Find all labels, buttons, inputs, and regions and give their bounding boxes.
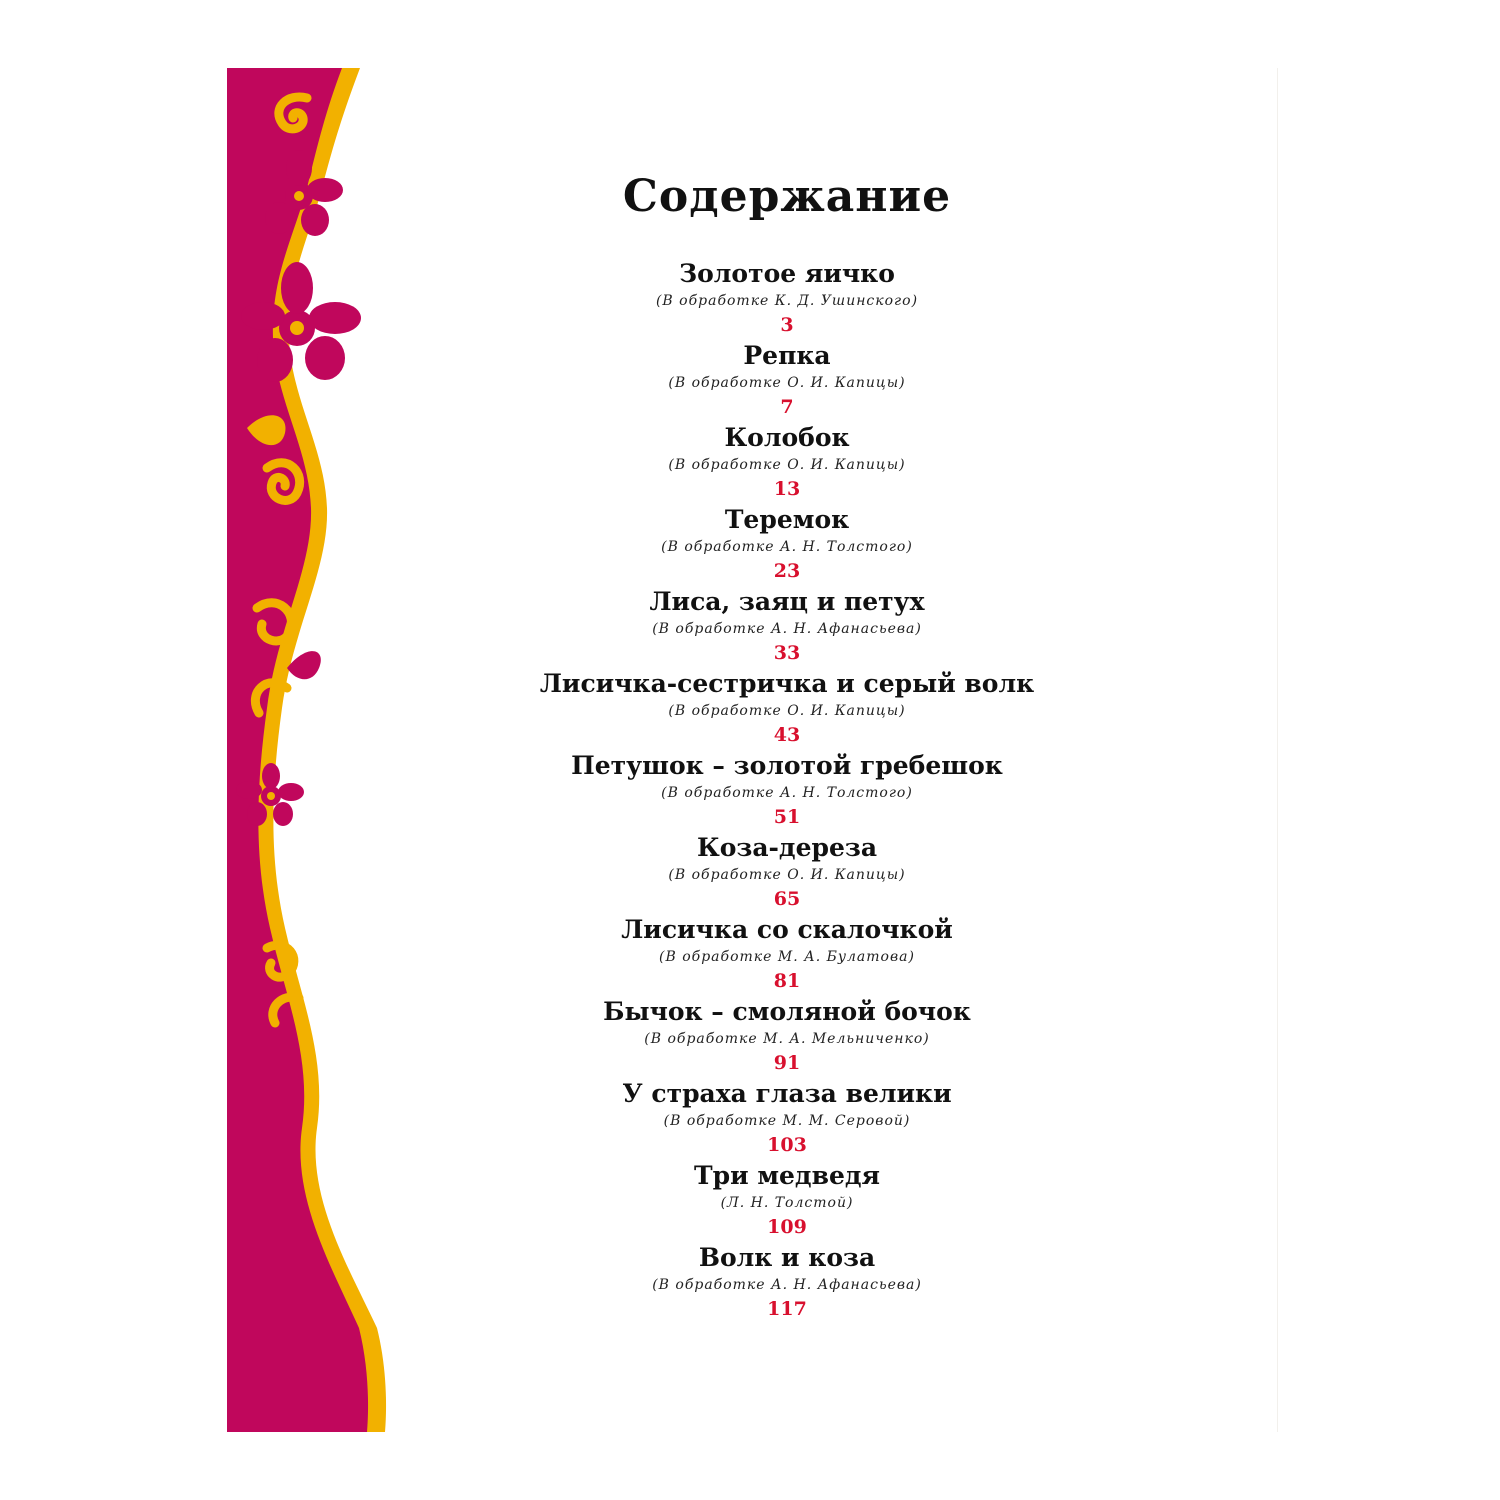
toc-entry[interactable]	[527, 1242, 1047, 1324]
book-page	[227, 68, 1278, 1432]
toc-entry[interactable]	[527, 750, 1047, 832]
entry-author: (Л. Н. Толстой)	[720, 1195, 854, 1211]
toc-entry[interactable]	[527, 996, 1047, 1078]
entry-title: У страха глаза велики	[622, 1079, 952, 1108]
floral-border-ornament	[227, 68, 397, 1432]
entry-title: Золотое яичко	[679, 259, 895, 288]
toc-entry[interactable]	[527, 422, 1047, 504]
entry-title: Коза-дереза	[696, 833, 878, 862]
toc-entry[interactable]	[527, 914, 1047, 996]
entry-author: (В обработке М. А. Булатова)	[659, 949, 915, 965]
entry-title: Волк и коза	[698, 1243, 876, 1272]
entry-author: (В обработке А. Н. Афанасьева)	[652, 1277, 922, 1293]
entry-title: Петушок – золотой гребешок	[571, 751, 1003, 780]
entry-title: Репка	[743, 341, 831, 370]
toc-entry[interactable]	[527, 1078, 1047, 1160]
entry-page-number: 23	[773, 560, 801, 582]
entry-title: Лисичка со скалочкой	[621, 915, 953, 944]
entry-author: (В обработке О. И. Капицы)	[668, 375, 906, 391]
table-of-contents	[527, 168, 1047, 1324]
entry-title: Теремок	[724, 505, 850, 534]
entry-page-number: 13	[773, 478, 801, 500]
entry-author: (В обработке М. А. Мельниченко)	[644, 1031, 930, 1047]
entry-page-number: 109	[767, 1216, 807, 1238]
entry-title: Лиса, заяц и петух	[649, 587, 925, 616]
entry-page-number: 43	[773, 724, 801, 746]
toc-title: Содержание	[622, 171, 952, 222]
entry-title: Колобок	[724, 423, 850, 452]
toc-entry[interactable]	[527, 1160, 1047, 1242]
entry-author: (В обработке О. И. Капицы)	[668, 703, 906, 719]
toc-entry[interactable]	[527, 258, 1047, 340]
toc-entry[interactable]	[527, 340, 1047, 422]
entry-author: (В обработке А. Н. Толстого)	[661, 785, 913, 801]
entry-page-number: 103	[767, 1134, 807, 1156]
entry-author: (В обработке О. И. Капицы)	[668, 867, 906, 883]
toc-entry[interactable]	[527, 832, 1047, 914]
entry-author: (В обработке А. Н. Афанасьева)	[652, 621, 922, 637]
entry-title: Лисичка-сестричка и серый волк	[539, 669, 1035, 698]
entry-page-number: 3	[780, 314, 794, 336]
entry-author: (В обработке О. И. Капицы)	[668, 457, 906, 473]
entry-title: Три медведя	[693, 1161, 881, 1190]
entry-page-number: 51	[773, 806, 801, 828]
entry-page-number: 91	[773, 1052, 801, 1074]
entry-author: (В обработке М. М. Серовой)	[663, 1113, 911, 1129]
toc-entry[interactable]	[527, 668, 1047, 750]
toc-entry[interactable]	[527, 504, 1047, 586]
entry-page-number: 117	[767, 1298, 807, 1320]
entry-page-number: 81	[773, 970, 801, 992]
entry-author: (В обработке А. Н. Толстого)	[661, 539, 913, 555]
entry-author: (В обработке К. Д. Ушинского)	[655, 293, 919, 309]
entry-title: Бычок – смоляной бочок	[603, 997, 971, 1026]
entry-page-number: 33	[773, 642, 801, 664]
toc-entry[interactable]	[527, 586, 1047, 668]
entry-page-number: 65	[773, 888, 801, 910]
entry-page-number: 7	[780, 396, 794, 418]
